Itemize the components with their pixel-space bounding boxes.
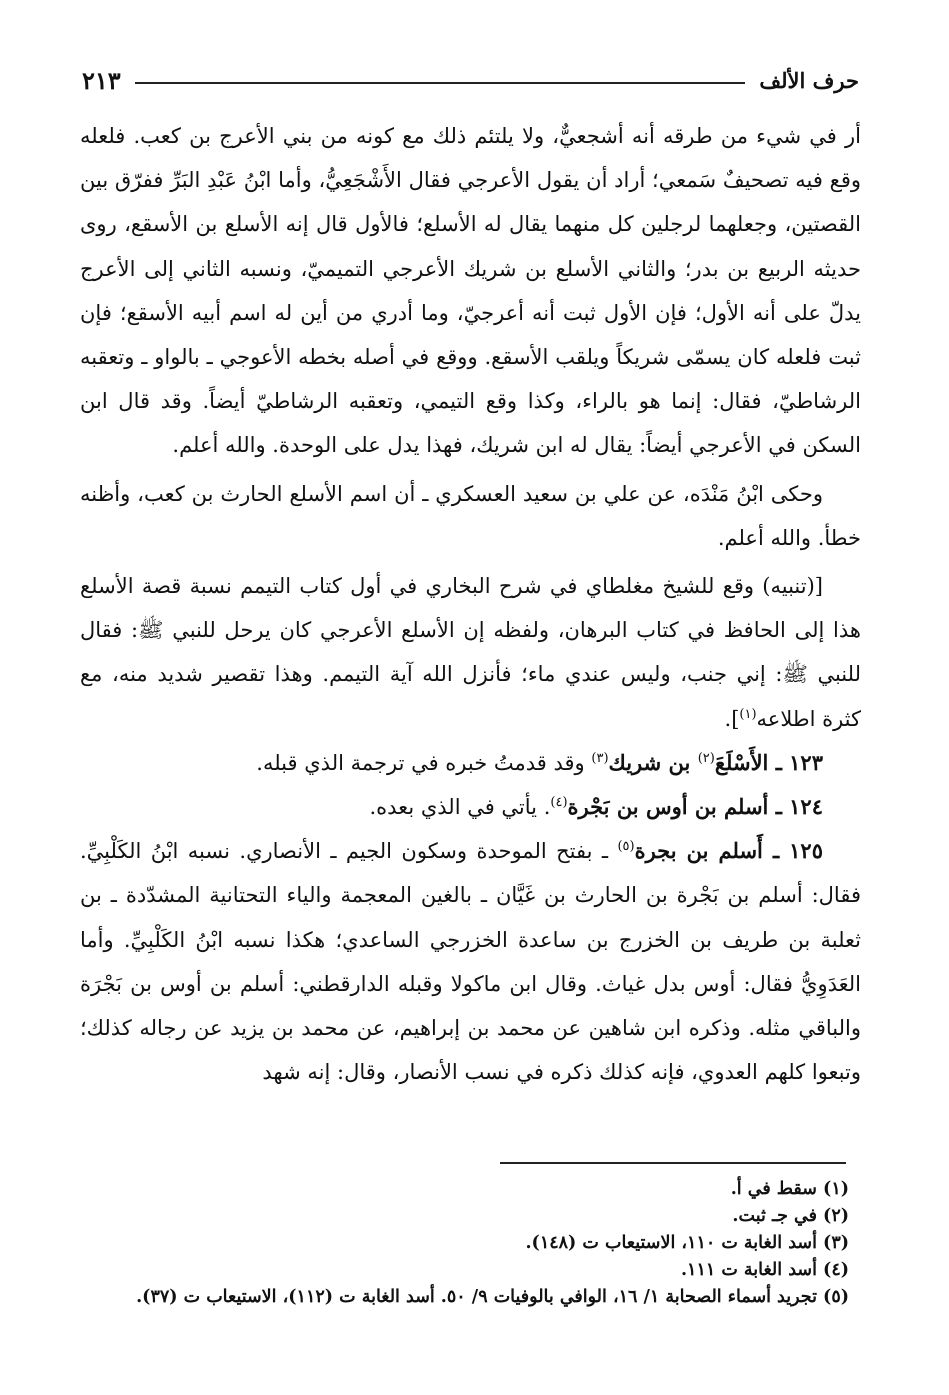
- entry-125: [80, 829, 861, 1094]
- footnote-ref: (٢): [697, 750, 715, 766]
- footnotes: [80, 1176, 849, 1311]
- header-rule: [135, 82, 746, 84]
- paragraph-note: [80, 564, 861, 741]
- entry-text: وقد قدمتُ خبره في ترجمة الذي قبله.: [256, 750, 592, 775]
- paragraph-ibn-mandah: وحكى ابْنُ مَنْدَه، عن علي بن سعيد العسكري ـ أن اسم الأسلع الحارث بن كعب، وأظنه خطأ. والله أعلم.: [80, 481, 861, 550]
- note-end: ].: [724, 706, 740, 731]
- footnote-separator: [500, 1162, 846, 1164]
- chapter-title: حرف الألف: [759, 67, 859, 93]
- footnote-ref: (١): [739, 706, 757, 722]
- entry-heading: ١٢٤ ـ أسلم بن أوس بن بَجْرة: [567, 794, 823, 820]
- entry-124: [80, 785, 861, 829]
- footnote-ref: (٤): [550, 795, 568, 811]
- note-text: [(تنبيه) وقع للشيخ مغلطاي في شرح البخاري في أول كتاب التيمم نسبة قصة الأسلع هذا إلى الحافظ في كتاب البرهان، ولفظه إن الأسلع الأعرجي كان يرحل للنبي ﷺ: فقال للنبي ﷺ: إني جنب، وليس عندي ماء؛ فأنزل الله آية التيمم. وهذا تقصير شديد منه، مع كثرة اطلاعه: [80, 574, 861, 731]
- page-number: ٢١٣: [82, 65, 121, 95]
- entry-text: . يأتي في الذي بعده.: [369, 795, 551, 820]
- footnote-1: (١) سقط في أ.: [730, 1179, 849, 1199]
- footnote-5: (٥) تجريد أسماء الصحابة ١/ ١٦، الوافي بالوفيات ٩/ ٥٠. أسد الغابة ت (١١٢)، الاستيعاب ت (٣٧).: [136, 1287, 849, 1307]
- footnote-ref: (٥): [617, 839, 635, 855]
- entry-123: [80, 741, 861, 785]
- footnote-ref: (٣): [591, 750, 609, 766]
- entry-heading: ١٢٣ ـ الأَسْلَعَ: [714, 749, 823, 775]
- entry-heading: ١٢٥ ـ أَسلم بن بجرة: [634, 838, 823, 864]
- entry-text: ـ بفتح الموحدة وسكون الجيم ـ الأنصاري. نسبه ابْنُ الكَلْبِيِّ. فقال: أسلم بن بَجْرة بن الحارث بن غَيَّان ـ بالغين المعجمة والياء التحتانية المشدّدة ـ بن ثعلبة بن طريف بن الخزرج بن ساعدة الخزرجي الساعدي؛ هكذا نسبه ابْنُ الكَلْبِيِّ. وأما العَدَوِيُّ فقال: أوس بدل غياث. وقال ابن ماكولا وقبله الدارقطني: أسلم بن أوس بن بَجْرَة والباقي مثله. وذكره ابن شاهين عن محمد بن إبراهيم، عن محمد بن يزيد عن رجاله كذلك؛ وتبعوا كلهم العدوي، فإنه كذلك ذكره في نسب الأنصار، وقال: إنه شهد: [80, 839, 861, 1085]
- footnote-3: (٣) أسد الغابة ت ١١٠، الاستيعاب ت (١٤٨).: [525, 1233, 849, 1253]
- footnote-4: (٤) أسد الغابة ت ١١١.: [680, 1260, 849, 1280]
- entry-heading-cont: بن شريك: [608, 749, 698, 775]
- main-text: [80, 114, 861, 1094]
- footnote-2: (٢) في جـ ثبت.: [732, 1206, 849, 1226]
- page-header: [82, 58, 859, 102]
- paragraph-continued: أر في شيء من طرقه أنه أشجعيٌّ، ولا يلتئم ذلك مع كونه من بني الأعرج بن كعب. فلعله وقع فيه تصحيفٌ سَمعي؛ أراد أن يقول الأعرجي فقال الأَشْجَعِيُّ، وأما ابْنُ عَبْدِ البَرِّ ففرّق بين القصتين، وجعلهما لرجلين كل منهما يقال له الأسلع؛ فالأول قال إنه الأسلع بن الأسقع، روى حديثه الربيع بن بدر؛ والثاني الأسلع بن شريك الأعرجي التميميّ، ونسبه الثاني إلى الأعرج يدلّ على أنه الأول؛ فإن الأول ثبت أنه أعرجيّ، وما أدري من أين له اسم أبيه الأسقع؛ فإن ثبت فلعله كان يسمّى شريكاً ويلقب الأسقع. ووقع في أصله بخطه الأعوجي ـ بالواو ـ وتعقبه الرشاطيّ، فقال: إنما هو بالراء، وكذا وقع التيمي، وتعقبه الرشاطيّ أيضاً. وقد قال ابن السكن في الأعرجي أيضاً: يقال له ابن شريك، فهذا يدل على الوحدة. والله أعلم.: [80, 124, 861, 458]
